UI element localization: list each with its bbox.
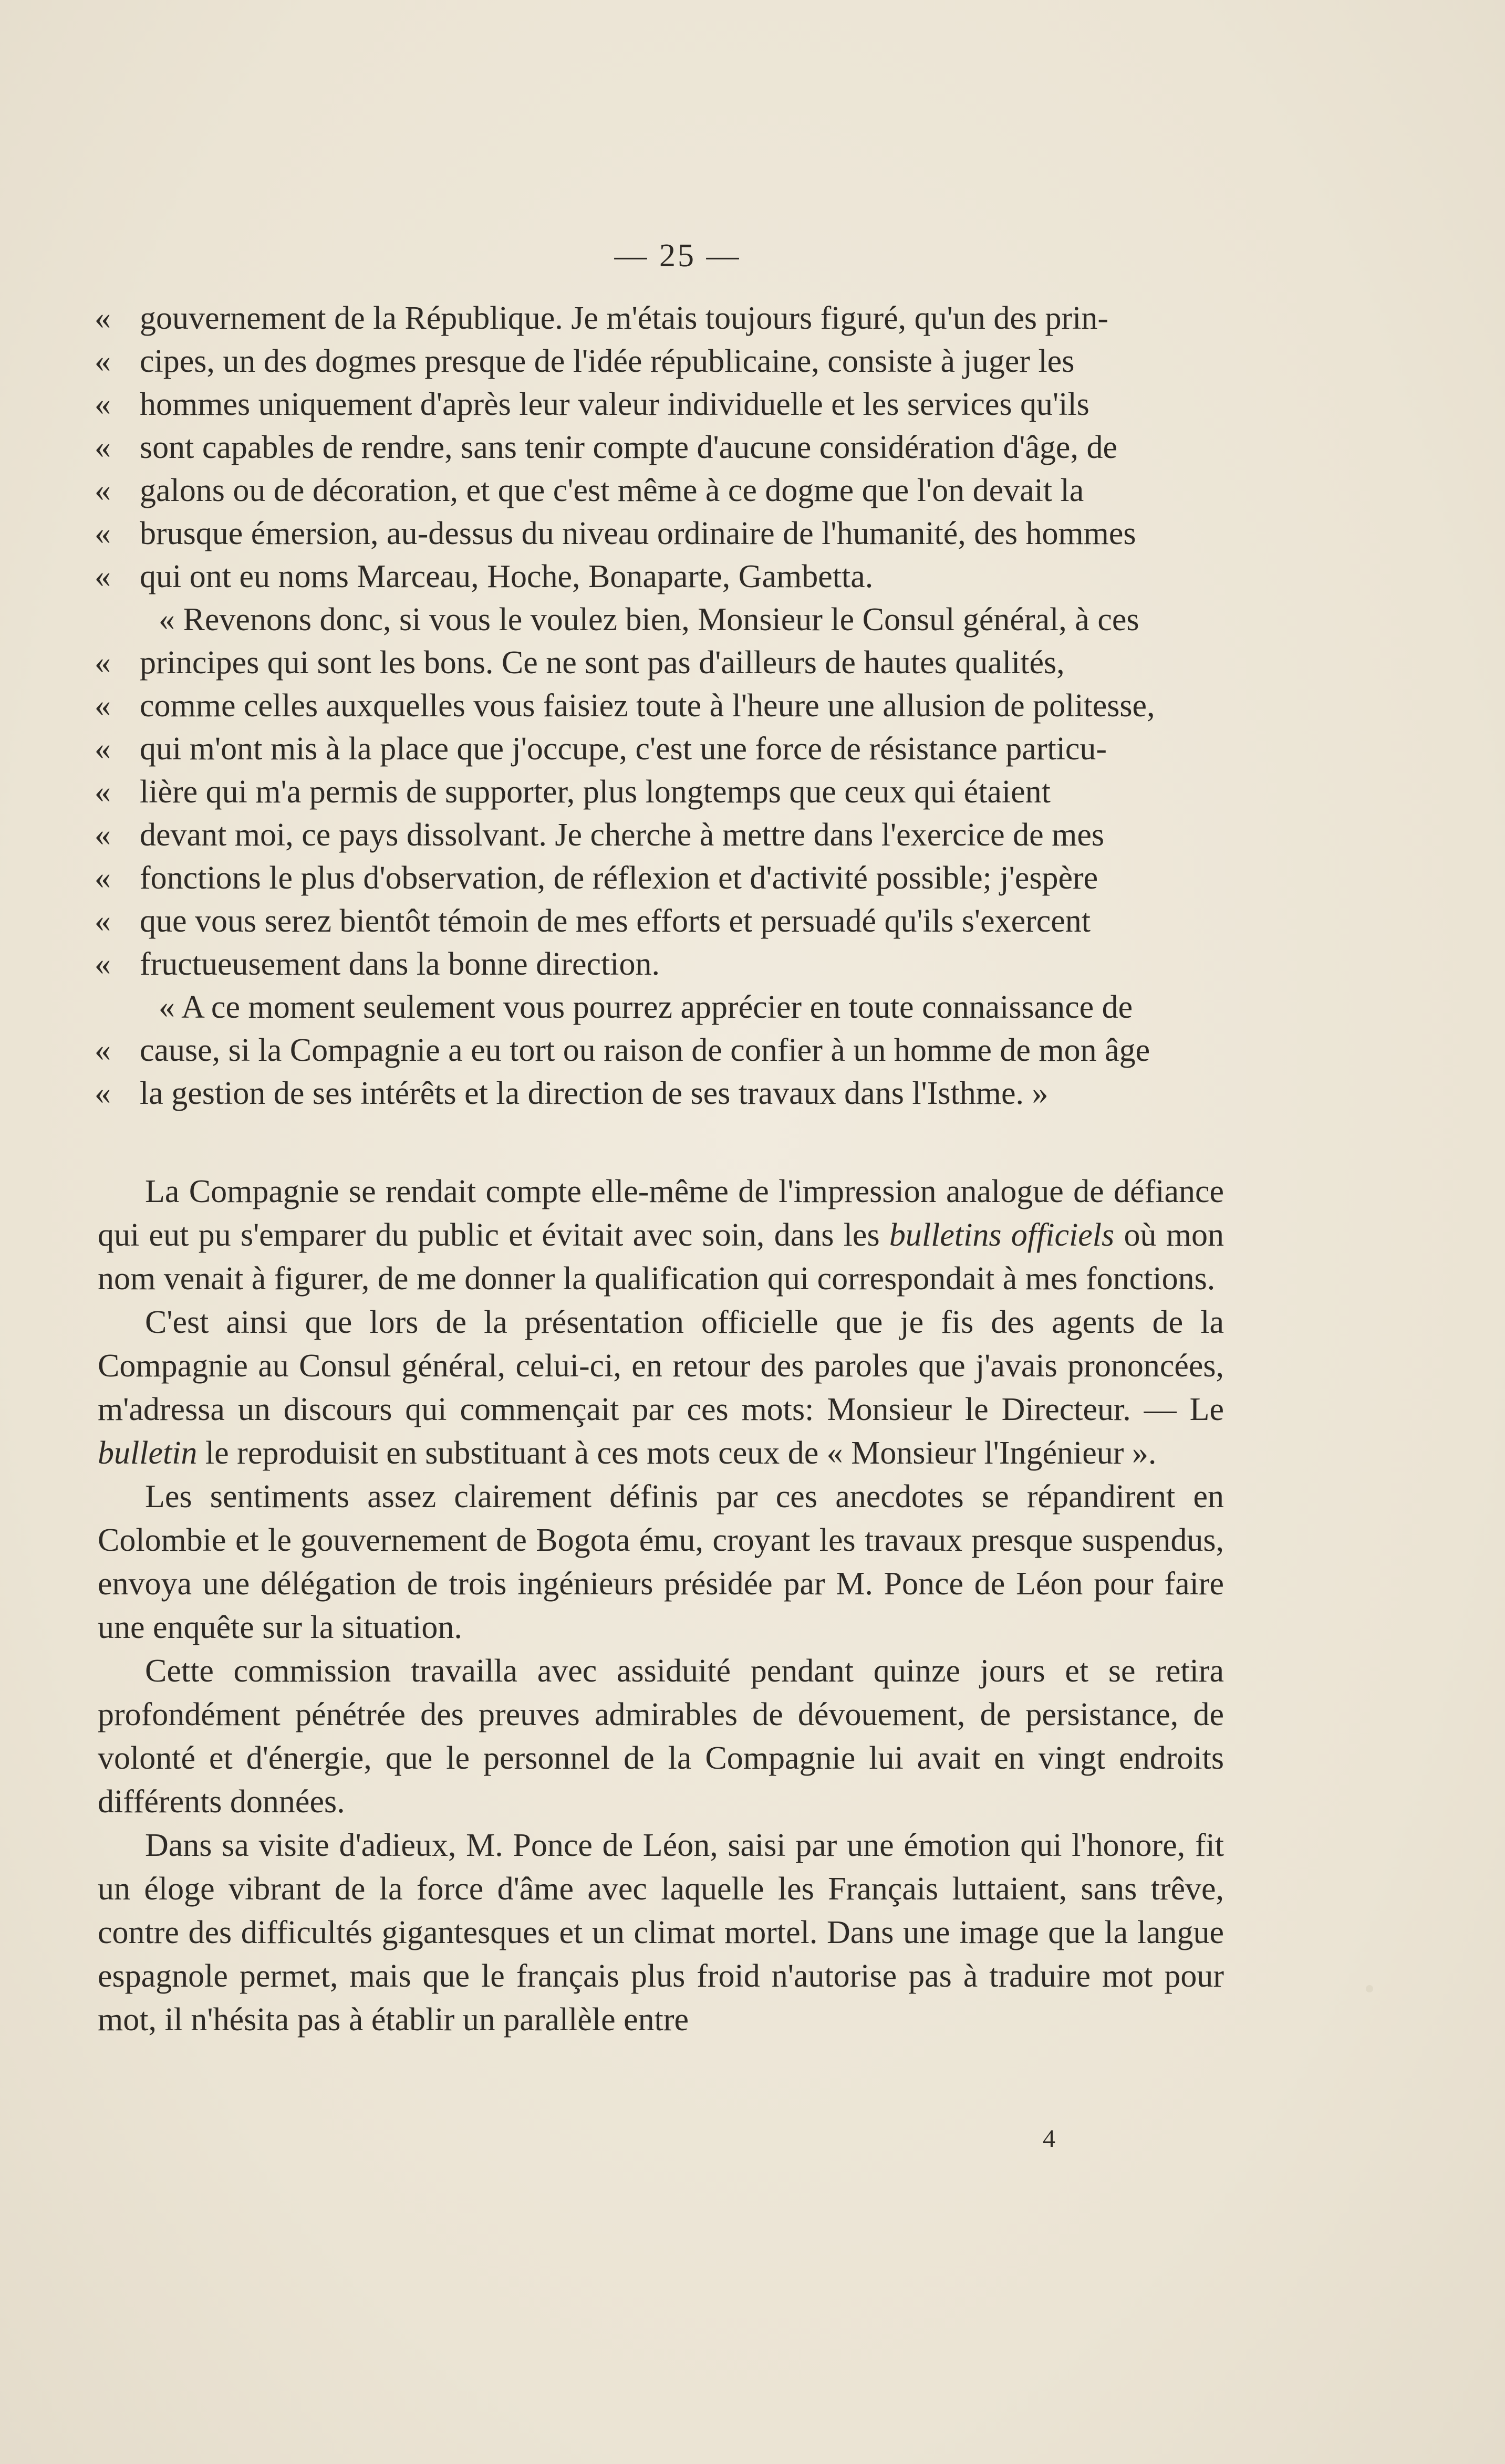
quote-line [95, 641, 1229, 684]
quote-line [95, 512, 1229, 555]
body-text [98, 1170, 1224, 2042]
signature-mark: 4 [1043, 2125, 1055, 2153]
paragraph: C'est ainsi que lors de la présentation officielle que je fis des agents de la Compagnie au Consul général, celui-ci, en retour des paroles que j'avais prononcées, m'adressa un discours qui commençait par ces mots: Monsieur le Directeur. — Le bulletin le reproduisit en substituant à ces mots ceux de « Monsieur l'Ingénieur ». [98, 1304, 1224, 1471]
paper-stain [1366, 1985, 1373, 1992]
quote-line-text: cause, si la Compagnie a eu tort ou raison de confier à un homme de mon âge [140, 1032, 1150, 1068]
quote-mark: « [95, 688, 111, 724]
quote-line [95, 770, 1229, 813]
paragraph: Cette commission travailla avec assiduité pendant quinze jours et se retira profondément pénétrée des preuves admirables de dévouement, de persistance, de volonté et d'énergie, que le personnel de la Compagnie lui avait en vingt endroits différents données. [98, 1653, 1224, 1820]
quote-line-text: la gestion de ses intérêts et la direction de ses travaux dans l'Isthme. » [140, 1076, 1049, 1111]
quote-line-text: « A ce moment seulement vous pourrez apprécier en toute connaissance de [159, 989, 1133, 1025]
quote-line [95, 857, 1229, 900]
quote-line [95, 340, 1229, 383]
quote-mark: « [95, 559, 111, 594]
emphasis: bulletin [98, 1435, 198, 1471]
quote-line [95, 383, 1229, 426]
quote-line [95, 986, 1229, 1029]
quote-line [95, 555, 1229, 598]
quote-mark: « [95, 645, 111, 681]
emphasis: bulletins officiels [889, 1217, 1115, 1253]
quote-mark: « [95, 946, 111, 982]
quote-line [95, 900, 1229, 943]
quote-line-text: principes qui sont les bons. Ce ne sont pas d'ailleurs de hautes qualités, [140, 645, 1065, 681]
page-number: — 25 — [614, 238, 741, 274]
quote-mark: « [95, 1076, 111, 1111]
quote-line-text: lière qui m'a permis de supporter, plus longtemps que ceux qui étaient [140, 774, 1051, 810]
quote-mark: « [95, 731, 111, 767]
quote-line-text: comme celles auxquelles vous faisiez toute à l'heure une allusion de politesse, [140, 688, 1155, 724]
quote-line [95, 426, 1229, 469]
quote-line [95, 469, 1229, 512]
quote-mark: « [95, 903, 111, 939]
quote-line-text: galons ou de décoration, et que c'est même à ce dogme que l'on devait la [140, 473, 1084, 508]
quote-line-text: « Revenons donc, si vous le voulez bien, Monsieur le Consul général, à ces [159, 602, 1139, 638]
quote-line [95, 1029, 1229, 1072]
quote-line-text: fructueusement dans la bonne direction. [140, 946, 660, 982]
quote-line-text: devant moi, ce pays dissolvant. Je cherche à mettre dans l'exercice de mes [140, 817, 1104, 853]
quote-line [95, 598, 1229, 641]
quote-line [95, 1072, 1229, 1115]
quote-mark: « [95, 387, 111, 422]
quoted-speech [95, 297, 1229, 1115]
quote-line-text: qui m'ont mis à la place que j'occupe, c'est une force de résistance particu- [140, 731, 1107, 767]
quote-mark: « [95, 430, 111, 465]
quote-line [95, 727, 1229, 770]
quote-mark: « [95, 1032, 111, 1068]
quote-line-text: sont capables de rendre, sans tenir compte d'aucune considération d'âge, de [140, 430, 1117, 465]
paragraph: La Compagnie se rendait compte elle-même de l'impression analogue de défiance qui eut pu s'emparer du public et évitait avec soin, dans les bulletins officiels où mon nom venait à figurer, de me donner la qualification qui correspondait à mes fonctions. [98, 1174, 1224, 1297]
paragraph: Les sentiments assez clairement définis par ces anecdotes se répandirent en Colombie et le gouvernement de Bogota ému, croyant les travaux presque suspendus, envoya une délégation de trois ingénieurs présidée par M. Ponce de Léon pour faire une enquête sur la situation. [98, 1479, 1224, 1645]
quote-mark: « [95, 516, 111, 551]
quote-line-text: cipes, un des dogmes presque de l'idée républicaine, consiste à juger les [140, 343, 1075, 379]
quote-mark: « [95, 817, 111, 853]
quote-mark: « [95, 774, 111, 810]
quote-line [95, 297, 1229, 340]
paragraph: Dans sa visite d'adieux, M. Ponce de Léon, saisi par une émotion qui l'honore, fit un éloge vibrant de la force d'âme avec laquelle les Français luttaient, sans trêve, contre des difficultés gigantesques et un climat mortel. Dans une image que la langue espagnole permet, mais que le français plus froid n'autorise pas à traduire mot pour mot, il n'hésita pas à établir un parallèle entre [98, 1828, 1224, 2038]
quote-line-text: que vous serez bientôt témoin de mes efforts et persuadé qu'ils s'exercent [140, 903, 1091, 939]
quote-line [95, 813, 1229, 857]
quote-line-text: qui ont eu noms Marceau, Hoche, Bonaparte, Gambetta. [140, 559, 874, 594]
quote-mark: « [95, 300, 111, 336]
quote-line-text: brusque émersion, au-dessus du niveau ordinaire de l'humanité, des hommes [140, 516, 1136, 551]
quote-line [95, 943, 1229, 986]
quote-mark: « [95, 860, 111, 896]
quote-line-text: gouvernement de la République. Je m'étais toujours figuré, qu'un des prin- [140, 300, 1109, 336]
quote-line [95, 684, 1229, 727]
quote-mark: « [95, 473, 111, 508]
quote-line-text: hommes uniquement d'après leur valeur individuelle et les services qu'ils [140, 387, 1089, 422]
quote-line-text: fonctions le plus d'observation, de réflexion et d'activité possible; j'espère [140, 860, 1098, 896]
quote-mark: « [95, 343, 111, 379]
